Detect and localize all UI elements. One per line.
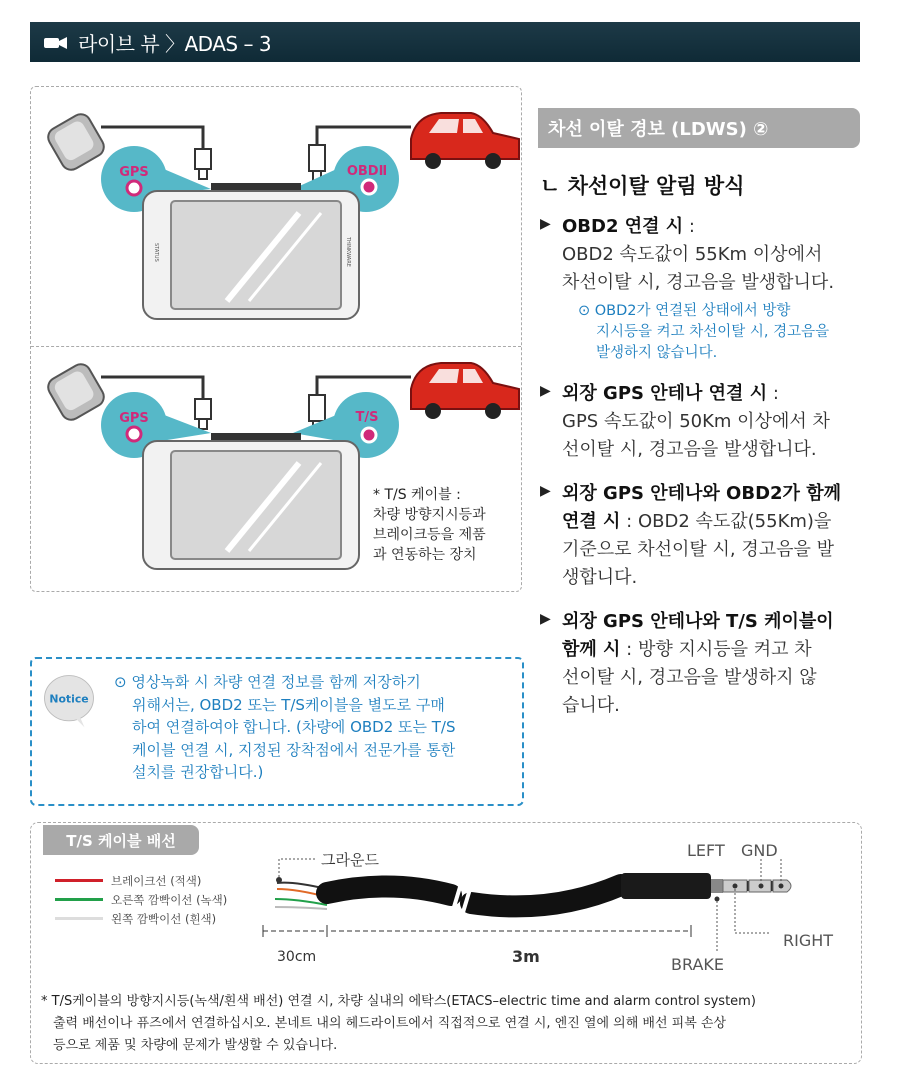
subheading: ㄴ 차선이탈 알림 방식 bbox=[540, 174, 745, 198]
gps-antenna-icon-2 bbox=[45, 361, 108, 424]
bullet-arrow-icon: ▶ bbox=[540, 383, 551, 399]
right-label: RIGHT bbox=[783, 931, 834, 950]
notice-box bbox=[30, 657, 524, 806]
cable-panel-title: T/S 케이블 배선 bbox=[43, 825, 199, 855]
device-label-status: STATUS bbox=[153, 243, 159, 262]
car-icon bbox=[411, 113, 519, 169]
bullet-list bbox=[540, 213, 870, 736]
page-title: 라이브 뷰 〉ADAS – 3 bbox=[78, 31, 272, 56]
cable-diagram bbox=[31, 823, 861, 993]
brake-label: BRAKE bbox=[671, 955, 724, 974]
notice-text: ⊙ 영상녹화 시 차량 연결 정보를 함께 저장하기 위해서는, OBD2 또는 T/S케이블을 별도로 구매 하여 연결하여야 합니다. (차량에 OBD2 또는 T/S 케이블 연결 시, 지정된 장착점에서 전문가를 통한 설치를 권장합니다.) bbox=[114, 673, 456, 781]
length-short-label: 30cm bbox=[277, 949, 317, 965]
port-label-gps-2: GPS bbox=[119, 411, 149, 426]
bullet-arrow-icon: ▶ bbox=[540, 483, 551, 499]
bullet-arrow-icon: ▶ bbox=[540, 216, 551, 232]
obd2-subnote: ⊙ OBD2가 연결된 상태에서 방향 지시등을 켜고 차선이탈 시, 경고음을 발생하지 않습니다. bbox=[578, 303, 830, 361]
notice-badge-label: Notice bbox=[49, 692, 89, 706]
bullet-gps: ▶ 외장 GPS 안테나 연결 시 : GPS 속도값이 50Km 이상에서 차 선이탈 시, 경고음을 발생합니다. bbox=[540, 383, 830, 460]
bullet-obd2: ▶ OBD2 연결 시 : OBD2 속도값이 55Km 이상에서 차선이탈 시, 경고음을 발생합니다. ⊙ OBD2가 연결된 상태에서 방향 지시등을 켜고 차선이탈 시, 경고음을 발생하지 않습니다. bbox=[540, 213, 870, 364]
bullet-arrow-icon: ▶ bbox=[540, 611, 551, 627]
legend-brake: 브레이크선 (적색) bbox=[55, 871, 227, 890]
ts-cable-panel bbox=[30, 822, 862, 1064]
left-label: LEFT bbox=[687, 841, 725, 860]
legend-right: 오른쪽 깜빡이선 (녹색) bbox=[55, 890, 227, 909]
port-label-ts: T/S bbox=[355, 410, 379, 425]
diagram-divider bbox=[31, 346, 521, 347]
gnd-label: GND bbox=[741, 841, 778, 860]
bullet-gps-ts: ▶ 외장 GPS 안테나와 T/S 케이블이 함께 시 : 방향 지시등을 켜고 차 선이탈 시, 경고음을 발생하지 않 습니다. bbox=[540, 611, 834, 716]
section-title: 차선 이탈 경보 (LDWS) ② bbox=[538, 108, 860, 148]
gps-antenna-icon bbox=[45, 111, 108, 174]
port-label-gps: GPS bbox=[119, 165, 149, 180]
camera-icon bbox=[44, 35, 68, 49]
connection-diagram bbox=[30, 86, 522, 592]
notice-badge-icon bbox=[40, 671, 98, 729]
length-long-label: 3m bbox=[512, 947, 540, 966]
car-icon-2 bbox=[411, 363, 519, 419]
port-label-obd: OBDⅡ bbox=[346, 164, 388, 179]
legend-left: 왼쪽 깜빡이선 (흰색) bbox=[55, 909, 227, 928]
page-header bbox=[30, 22, 860, 62]
ground-label: 그라운드 bbox=[321, 851, 379, 869]
cable-footnote: * T/S케이블의 방향지시등(녹색/흰색 배선) 연결 시, 차량 실내의 에탁스(ETACS–electric time and alarm control system) 출력 배선이나 퓨즈에서 연결하십시오. 본네트 내의 헤드라이트에서 직접적으로 연결 시, 엔진 열에 의해 배선 피복 손상 등으로 제품 및 차량에 문제가 발생할 수 있습니다. bbox=[41, 994, 756, 1053]
device-label-brand: THINKWARE bbox=[345, 237, 351, 267]
ts-cable-note: * T/S 케이블 : 차량 방향지시등과 브레이크등을 제품 과 연동하는 장치 bbox=[373, 487, 486, 563]
bullet-gps-obd2: ▶ 외장 GPS 안테나와 OBD2가 함께 연결 시 : OBD2 속도값(55Km)을 기준으로 차선이탈 시, 경고음을 발 생합니다. bbox=[540, 483, 841, 588]
